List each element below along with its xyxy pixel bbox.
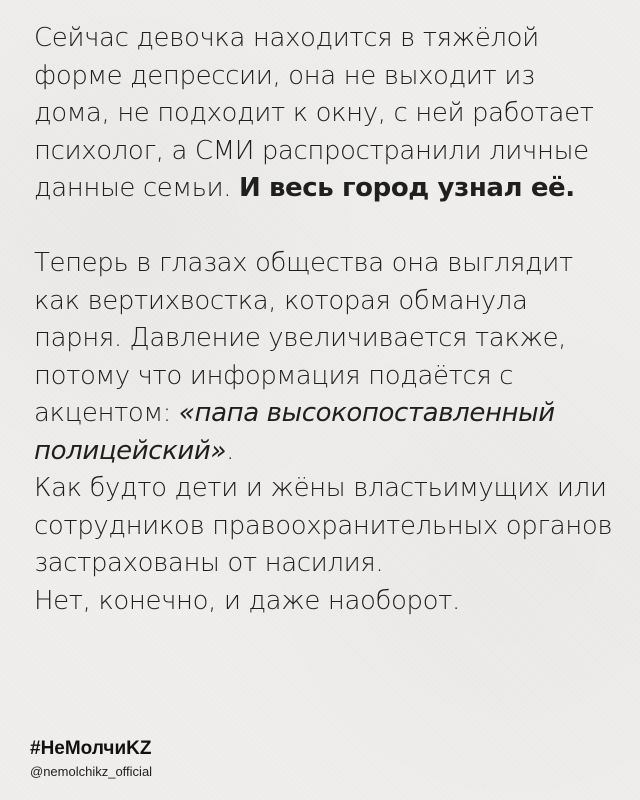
article-body	[34, 20, 614, 620]
paragraph-2-after-quote: .	[226, 435, 234, 466]
paragraph-3: Как будто дети и жёны властьимущих или сотрудников правоохранительных органов застрахованы от насилия.	[34, 473, 613, 578]
paragraph-4: Нет, конечно, и даже наоборот.	[34, 585, 460, 616]
paragraph-1-bold: И весь город узнал её.	[238, 173, 575, 203]
paragraph-1	[34, 20, 614, 208]
paragraph-1-text: Сейчас девочка находится в тяжёлой форме депрессии, она не выходит из дома, не подходит к окну, с ней работает психолог, а СМИ распространили личные данные семьи.	[34, 23, 594, 203]
paragraph-2-quote: «папа высокопоставленный полицейский»	[34, 398, 555, 466]
paragraph-gap	[34, 208, 614, 246]
footer	[30, 738, 152, 780]
account-handle[interactable]: @nemolchikz_official	[30, 764, 153, 779]
hashtag-link[interactable]: #НеМолчиKZ	[30, 738, 152, 759]
paragraph-2	[34, 245, 614, 470]
paragraph-2-text: Теперь в глазах общества она выглядит как вертихвостка, которая обманула парня. Давление увеличивается также, потому что информация подаётся с акцентом:	[34, 248, 573, 428]
